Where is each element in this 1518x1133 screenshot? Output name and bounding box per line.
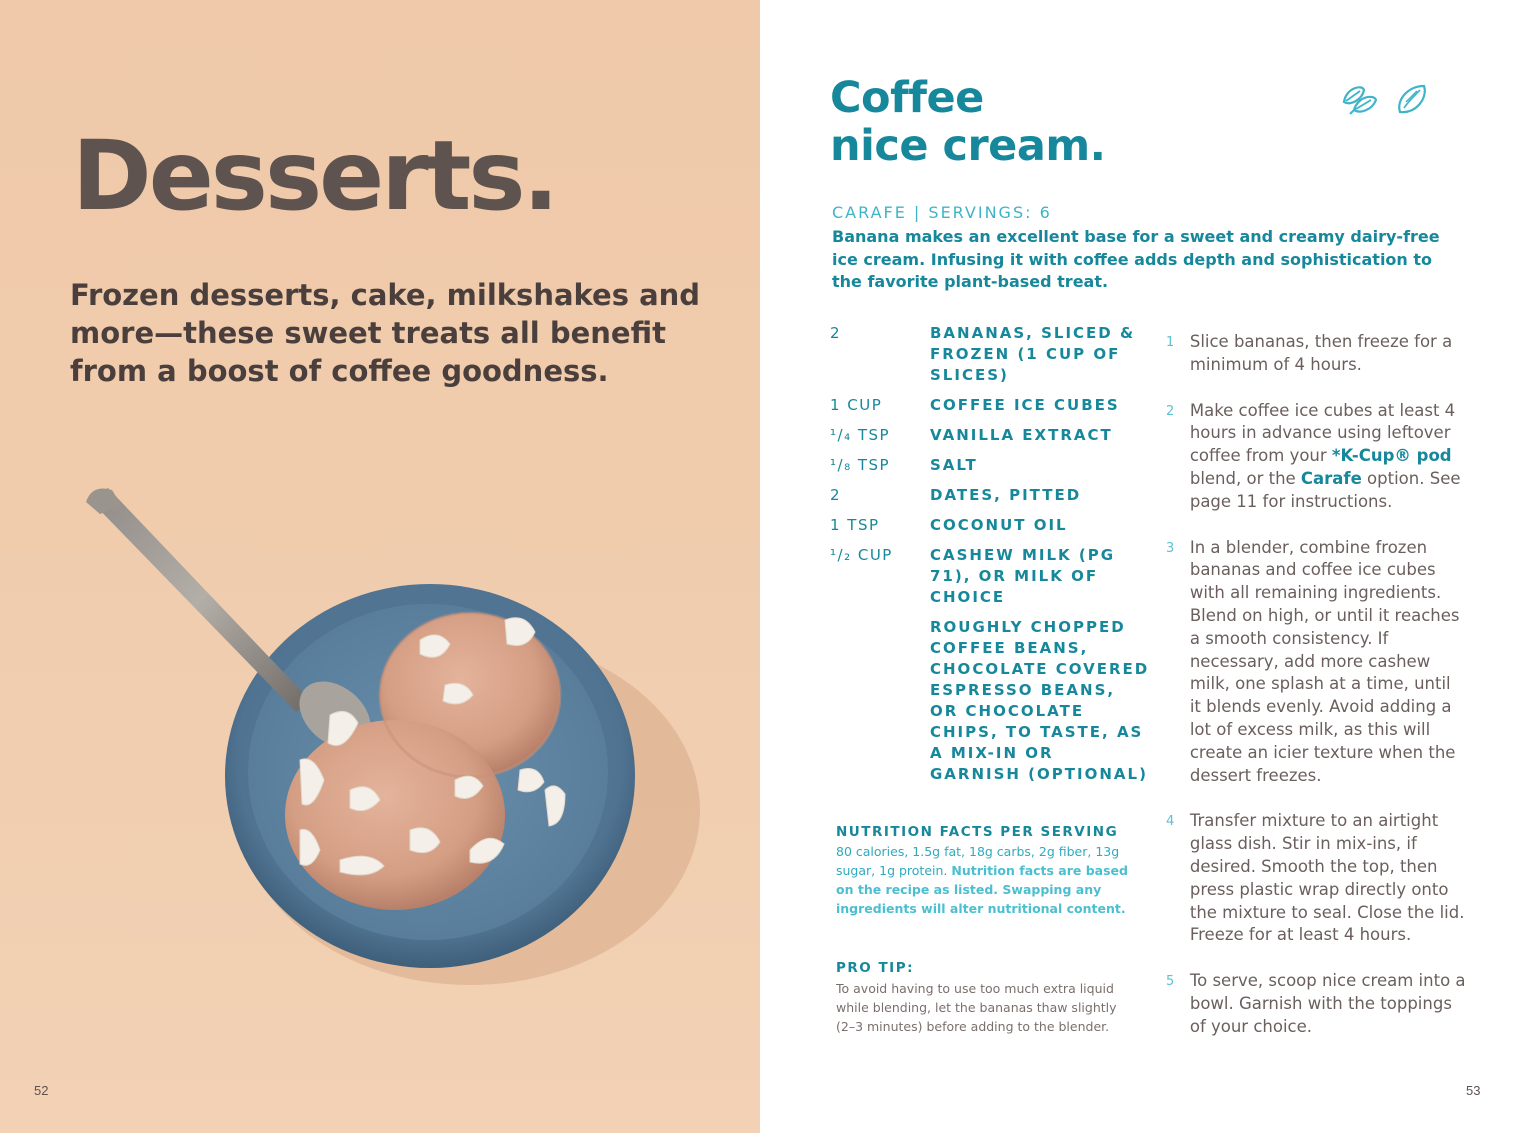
almond-icon bbox=[1392, 80, 1432, 120]
ingredient-row bbox=[830, 455, 1150, 476]
ingredient-row bbox=[830, 485, 1150, 506]
ingredient-name: COCONUT OIL bbox=[930, 516, 1068, 534]
ingredient-qty: 2 bbox=[830, 486, 842, 504]
nutrition-note: Nutrition facts are based on the recipe as listed. Swapping any ingredients will alter nutritional content. bbox=[836, 863, 1128, 916]
ingredient-row bbox=[830, 323, 1150, 386]
step-text: In a blender, combine frozen bananas and coffee ice cubes with all remaining ingredients. Blend on high, or until it reaches a smooth consistency. If necessary, add more cashew milk, one splash at a time, until it blends evenly. Avoid adding a lot of excess milk, as this will create an icier texture when the dessert freezes. bbox=[1189, 537, 1460, 785]
ingredient-name: DATES, PITTED bbox=[930, 486, 1082, 504]
ingredient-qty bbox=[830, 617, 930, 785]
pro-tip-heading: PRO TIP: bbox=[836, 960, 914, 976]
step-item bbox=[1166, 810, 1466, 947]
ingredient-qty: ¹/₄ TSP bbox=[830, 426, 891, 444]
ingredient-row bbox=[830, 515, 1150, 536]
section-title: Desserts. bbox=[72, 120, 557, 232]
step-item bbox=[1166, 970, 1466, 1038]
ingredient-name: VANILLA EXTRACT bbox=[930, 426, 1113, 444]
step-text-part: blend, or the bbox=[1189, 468, 1301, 488]
recipe-title-line1: Coffee bbox=[830, 73, 984, 123]
ingredients-list bbox=[830, 323, 1150, 794]
nutrition-facts bbox=[836, 824, 1136, 918]
step-text: Transfer mixture to an airtight glass dish. Stir in mix-ins, if desired. Smooth the top, then press plastic wrap directly onto the mixture to seal. Close the lid. Freeze for at least 4 hours. bbox=[1189, 811, 1465, 945]
step-text: Slice bananas, then freeze for a minimum of 4 hours. bbox=[1189, 332, 1453, 374]
right-page bbox=[760, 0, 1518, 1133]
recipe-meta: CARAFE | SERVINGS: 6 bbox=[832, 203, 1052, 222]
ingredient-row bbox=[830, 545, 1150, 608]
ingredient-qty: 1 CUP bbox=[830, 396, 883, 414]
nutrition-heading: NUTRITION FACTS PER SERVING bbox=[836, 824, 1119, 840]
ingredient-qty: ¹/₂ CUP bbox=[830, 546, 893, 564]
step-text-part: option. See page 11 for instructions. bbox=[1189, 468, 1461, 511]
ingredient-qty: 1 TSP bbox=[830, 516, 880, 534]
recipe-title-line2: nice cream. bbox=[830, 121, 1106, 171]
nutrition-values: 80 calories, 1.5g fat, 18g carbs, 2g fiber, 13g sugar, 1g protein. bbox=[836, 844, 1120, 878]
step-number: 3 bbox=[1166, 540, 1175, 556]
ingredient-qty: ¹/₈ TSP bbox=[830, 456, 891, 474]
leaves-icon bbox=[1340, 80, 1380, 120]
recipe-description: Banana makes an excellent base for a sweet and creamy dairy-free ice cream. Infusing it with coffee adds depth and sophistication to the favorite plant-based treat. bbox=[832, 227, 1440, 291]
step-text bbox=[1190, 400, 1466, 514]
step-number: 4 bbox=[1166, 814, 1175, 830]
k-cup-highlight: *K-Cup® pod bbox=[1331, 446, 1452, 466]
step-number: 2 bbox=[1166, 403, 1175, 419]
step-number: 5 bbox=[1166, 974, 1175, 990]
section-intro: Frozen desserts, cake, milkshakes and more—these sweet treats all benefit from a boost of coffee goodness. bbox=[70, 278, 701, 388]
step-item bbox=[1166, 537, 1466, 788]
step-item bbox=[1166, 400, 1466, 514]
ingredient-row bbox=[830, 425, 1150, 446]
pro-tip bbox=[836, 960, 1136, 1036]
recipe-title bbox=[830, 74, 1106, 170]
ingredient-qty: 2 bbox=[830, 324, 842, 342]
ingredient-name: ROUGHLY CHOPPED COFFEE BEANS, CHOCOLATE COVERED ESPRESSO BEANS, OR CHOCOLATE CHIPS, TO TASTE, AS A MIX-IN OR GARNISH (OPTIONAL) bbox=[930, 618, 1150, 783]
ingredient-row bbox=[830, 617, 1150, 785]
step-item bbox=[1166, 331, 1466, 377]
diet-icons bbox=[1340, 80, 1432, 120]
step-number: 1 bbox=[1166, 335, 1175, 350]
ingredient-name: BANANAS, SLICED & FROZEN (1 CUP OF SLICES) bbox=[930, 324, 1136, 384]
ingredient-name: CASHEW MILK (PG 71), OR MILK OF CHOICE bbox=[930, 546, 1116, 606]
step-text-part: Make coffee ice cubes at least 4 hours in advance using leftover coffee from your bbox=[1189, 400, 1456, 466]
ingredient-name: SALT bbox=[930, 456, 978, 474]
step-text: To serve, scoop nice cream into a bowl. Garnish with the toppings of your choice. bbox=[1189, 971, 1466, 1036]
page-number: 52 bbox=[34, 1083, 49, 1098]
carafe-highlight: Carafe bbox=[1300, 468, 1362, 488]
nutrition-body bbox=[836, 842, 1136, 918]
ice-cream-bowl-photo bbox=[0, 440, 760, 1040]
pro-tip-text: To avoid having to use too much extra liquid while blending, let the bananas thaw slightly (2–3 minutes) before adding to the blender. bbox=[836, 981, 1117, 1034]
steps-list bbox=[1166, 331, 1466, 1062]
page-number: 53 bbox=[1466, 1083, 1481, 1098]
ingredient-name: COFFEE ICE CUBES bbox=[930, 396, 1120, 414]
ingredient-row bbox=[830, 395, 1150, 416]
